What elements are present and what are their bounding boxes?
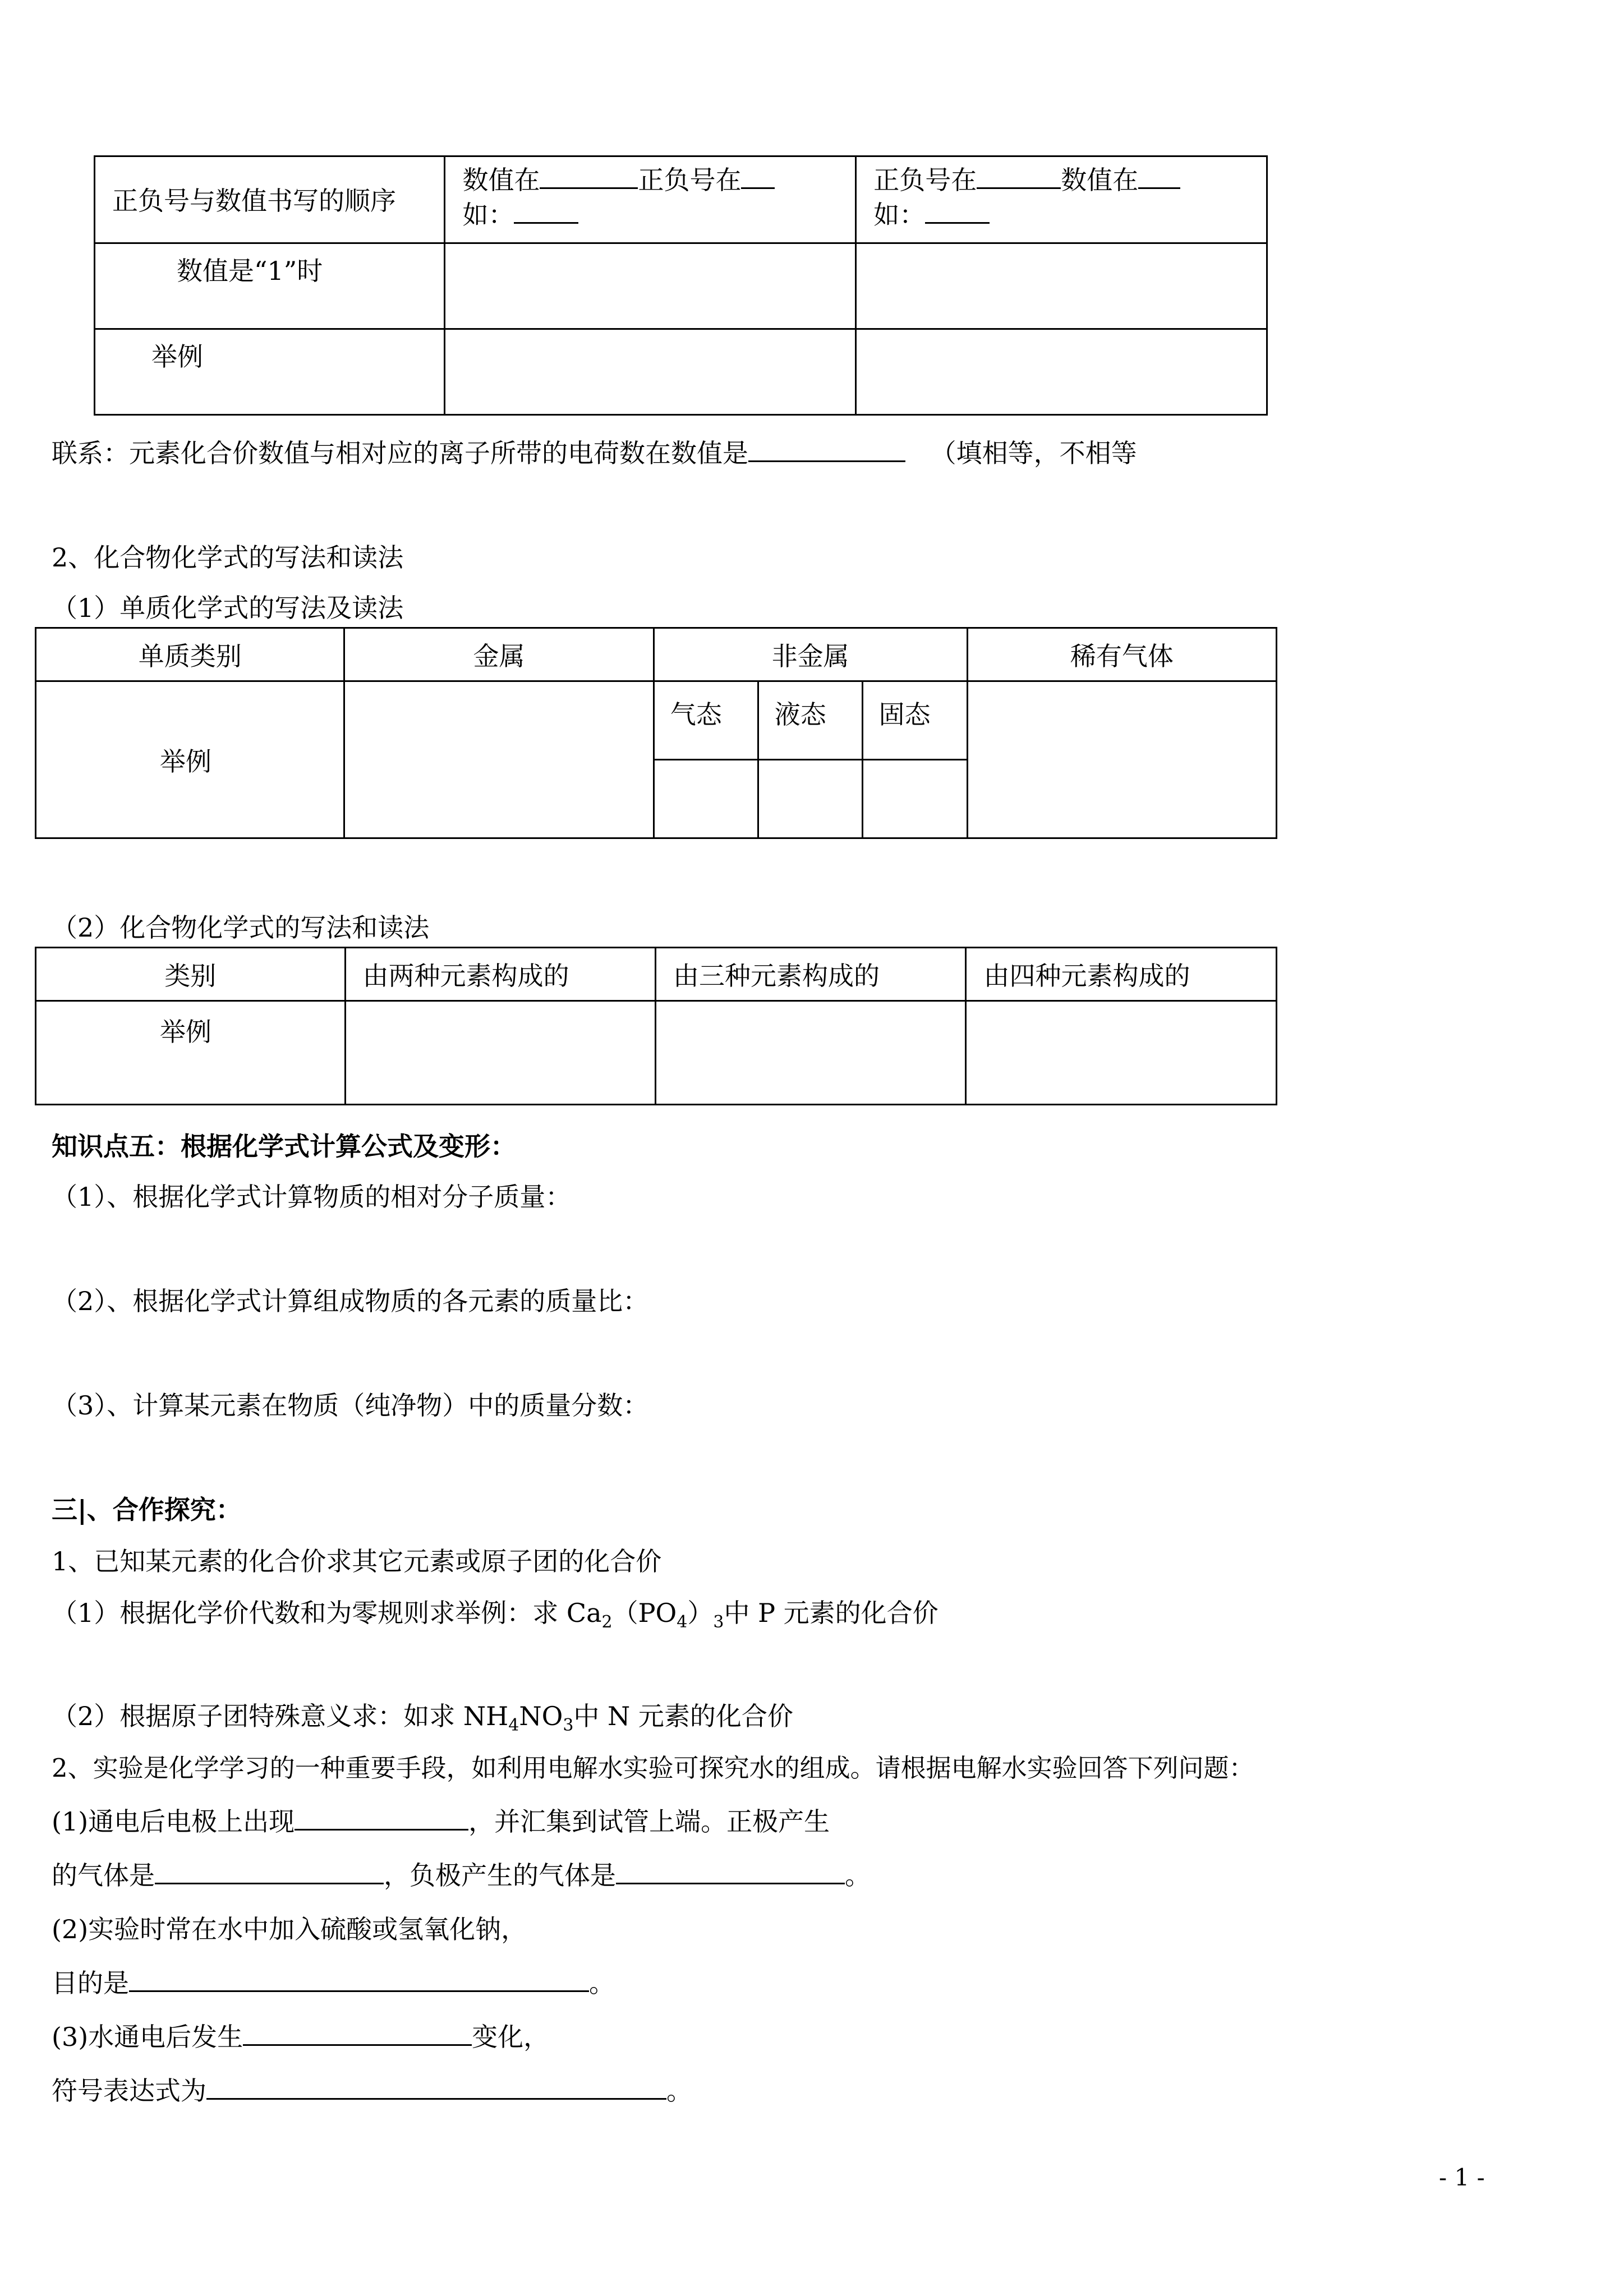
sec3-q2-3-line2 bbox=[52, 2071, 692, 2108]
table1-col3-b: 数值在 bbox=[1061, 165, 1139, 195]
sec3-q2-2-line1: (2)实验时常在水中加入硫酸或氢氧化钠， bbox=[52, 1914, 527, 1944]
sec3-q1-1 bbox=[52, 1593, 938, 1632]
relation-text: 联系：元素化合价数值与相对应的离子所带的电荷数在数值是 bbox=[52, 438, 748, 468]
table1-row2-label: 数值是“1”时 bbox=[177, 256, 323, 286]
q2-3-text-a: (3)水通电后发生 bbox=[52, 2022, 243, 2052]
blank-field[interactable] bbox=[616, 1860, 845, 1884]
kp5-item3: （3）、计算某元素在物质（纯净物）中的质量分数： bbox=[52, 1390, 649, 1421]
sec3-q2-2-line2 bbox=[52, 1963, 615, 2000]
table1-row1-col3 bbox=[856, 156, 1267, 243]
sub1-title: （1）单质化学式的写法及读法 bbox=[52, 593, 404, 623]
q2-3-text-d: 。 bbox=[666, 2076, 692, 2106]
page-number: - 1 - bbox=[1439, 2164, 1485, 2191]
sec3-q2: 2、实验是化学学习的一种重要手段，如利用电解水实验可探究水的组成。请根据电解水实验回答下列问题： bbox=[52, 1753, 1254, 1783]
q1-1-text-d: 中 P 元素的化合价 bbox=[724, 1598, 938, 1628]
q2-3-text-c: 符号表达式为 bbox=[52, 2076, 206, 2106]
table1-row1-label: 正负号与数值书写的顺序 bbox=[112, 186, 396, 216]
table3-h1: 类别 bbox=[164, 961, 217, 991]
table2-row-label-cell bbox=[36, 681, 344, 838]
table2-solid-cell bbox=[862, 681, 967, 760]
table3-h4: 由四种元素构成的 bbox=[983, 961, 1190, 991]
sec3-q2-1-line1 bbox=[52, 1801, 830, 1838]
q2-1-text-e: 。 bbox=[845, 1860, 871, 1891]
relation-hint: （填相等，不相等 bbox=[930, 438, 1137, 468]
table2-h3: 非金属 bbox=[771, 641, 849, 671]
table2-h1-cell bbox=[36, 628, 344, 681]
blank-field[interactable] bbox=[1138, 165, 1180, 189]
sign-order-table bbox=[94, 155, 1268, 416]
compound-table bbox=[35, 947, 1277, 1105]
q2-2-text-b: 目的是 bbox=[52, 1968, 129, 1998]
table1-row1-label-cell bbox=[95, 156, 445, 243]
q2-3-text-b: 变化， bbox=[472, 2022, 550, 2052]
table1-col2-c: 如： bbox=[462, 200, 514, 230]
blank-field[interactable] bbox=[206, 2076, 666, 2100]
blank-field[interactable] bbox=[741, 165, 775, 189]
q2-2-text-c: 。 bbox=[589, 1968, 615, 1998]
table3-h4-cell bbox=[966, 948, 1277, 1001]
table1-row3-label: 举例 bbox=[151, 342, 203, 372]
table2-gas-example[interactable] bbox=[654, 760, 758, 838]
q1-1-sub3: 3 bbox=[713, 1612, 724, 1632]
q2-1-text-a: (1)通电后电极上出现 bbox=[52, 1806, 295, 1837]
sub2-title: （2）化合物化学式的写法和读法 bbox=[52, 912, 430, 943]
blank-field[interactable] bbox=[925, 200, 990, 224]
table1-col3-a: 正负号在 bbox=[873, 165, 977, 195]
table2-noble-gas-cell[interactable] bbox=[967, 681, 1276, 838]
kp5-title: 知识点五：根据化学式计算公式及变形： bbox=[52, 1131, 516, 1161]
table1-col2-b: 正负号在 bbox=[638, 165, 742, 195]
table3-h3: 由三种元素构成的 bbox=[673, 961, 880, 991]
blank-field[interactable] bbox=[155, 1860, 384, 1884]
table1-row2-col2[interactable] bbox=[445, 243, 856, 329]
table1-col2-a: 数值在 bbox=[462, 165, 540, 195]
table2-liquid-example[interactable] bbox=[758, 760, 862, 838]
kp5-item2: （2）、根据化学式计算组成物质的各元素的质量比： bbox=[52, 1286, 649, 1316]
table2-gas-cell bbox=[654, 681, 758, 760]
table3-h2: 由两种元素构成的 bbox=[362, 961, 569, 991]
blank-field[interactable] bbox=[514, 200, 578, 224]
q1-2-text-c: 中 N 元素的化合价 bbox=[573, 1701, 793, 1731]
sec3-q2-3-line1 bbox=[52, 2017, 549, 2054]
sec3-q2-1-line2 bbox=[52, 1855, 871, 1892]
q1-1-text-a: （1）根据化学价代数和为零规则求举例：求 Ca bbox=[52, 1598, 602, 1628]
table2-liquid-cell bbox=[758, 681, 862, 760]
table1-row3-col3[interactable] bbox=[856, 329, 1267, 415]
q1-2-sub1: 4 bbox=[508, 1716, 519, 1735]
q1-1-text-c: ） bbox=[687, 1598, 714, 1628]
table3-h3-cell bbox=[655, 948, 965, 1001]
table3-h1-cell bbox=[36, 948, 346, 1001]
table3-two-elements-example[interactable] bbox=[345, 1001, 655, 1105]
kp5-item1: （1）、根据化学式计算物质的相对分子质量： bbox=[52, 1182, 572, 1212]
table1-col3-c: 如： bbox=[873, 200, 926, 230]
table1-row3-label-cell bbox=[95, 329, 445, 415]
q1-1-sub1: 2 bbox=[601, 1612, 613, 1632]
q1-2-text-a: （2）根据原子团特殊意义求：如求 NH bbox=[52, 1701, 509, 1731]
table2-h3-cell bbox=[654, 628, 967, 681]
q2-1-text-c: 的气体是 bbox=[52, 1860, 155, 1891]
blank-field[interactable] bbox=[748, 438, 905, 462]
table2-metal-cell[interactable] bbox=[344, 681, 654, 838]
table2-solid: 固态 bbox=[878, 699, 931, 730]
blank-field[interactable] bbox=[540, 165, 638, 189]
table3-row-label-cell bbox=[36, 1001, 346, 1105]
q2-1-text-d: ，负极产生的气体是 bbox=[384, 1860, 616, 1891]
table2-h4-cell bbox=[967, 628, 1276, 681]
table1-row2-col3[interactable] bbox=[856, 243, 1267, 329]
elemental-substance-table bbox=[35, 627, 1277, 839]
table3-h2-cell bbox=[345, 948, 655, 1001]
table1-row1-col2 bbox=[445, 156, 856, 243]
table3-three-elements-example[interactable] bbox=[655, 1001, 965, 1105]
table3-four-elements-example[interactable] bbox=[966, 1001, 1277, 1105]
table2-liquid: 液态 bbox=[774, 699, 826, 730]
sec3-q1-2 bbox=[52, 1696, 793, 1735]
table2-h2-cell bbox=[344, 628, 654, 681]
table1-row3-col2[interactable] bbox=[445, 329, 856, 415]
table2-h2: 金属 bbox=[473, 641, 525, 671]
blank-field[interactable] bbox=[295, 1806, 468, 1831]
table2-h1: 单质类别 bbox=[138, 641, 242, 671]
blank-field[interactable] bbox=[129, 1968, 589, 1992]
q1-1-text-b: （PO bbox=[612, 1598, 677, 1628]
table2-row-label: 举例 bbox=[160, 746, 211, 777]
table2-solid-example[interactable] bbox=[862, 760, 967, 838]
table2-h4: 稀有气体 bbox=[1070, 641, 1174, 671]
sec3-title: 三|、合作探究： bbox=[52, 1495, 242, 1525]
table1-row2-label-cell bbox=[95, 243, 445, 329]
table3-row-label: 举例 bbox=[160, 1017, 211, 1047]
q1-2-text-b: NO bbox=[519, 1701, 563, 1731]
q1-2-sub2: 3 bbox=[563, 1716, 574, 1735]
table2-gas: 气态 bbox=[670, 699, 722, 730]
sec3-q1: 1、已知某元素的化合价求其它元素或原子团的化合价 bbox=[52, 1546, 662, 1576]
section2-title: 2、化合物化学式的写法和读法 bbox=[52, 542, 404, 573]
q2-1-text-b: ，并汇集到试管上端。正极产生 bbox=[468, 1806, 830, 1837]
blank-field[interactable] bbox=[243, 2022, 472, 2046]
q1-1-sub2: 4 bbox=[677, 1612, 688, 1632]
blank-field[interactable] bbox=[977, 165, 1061, 189]
